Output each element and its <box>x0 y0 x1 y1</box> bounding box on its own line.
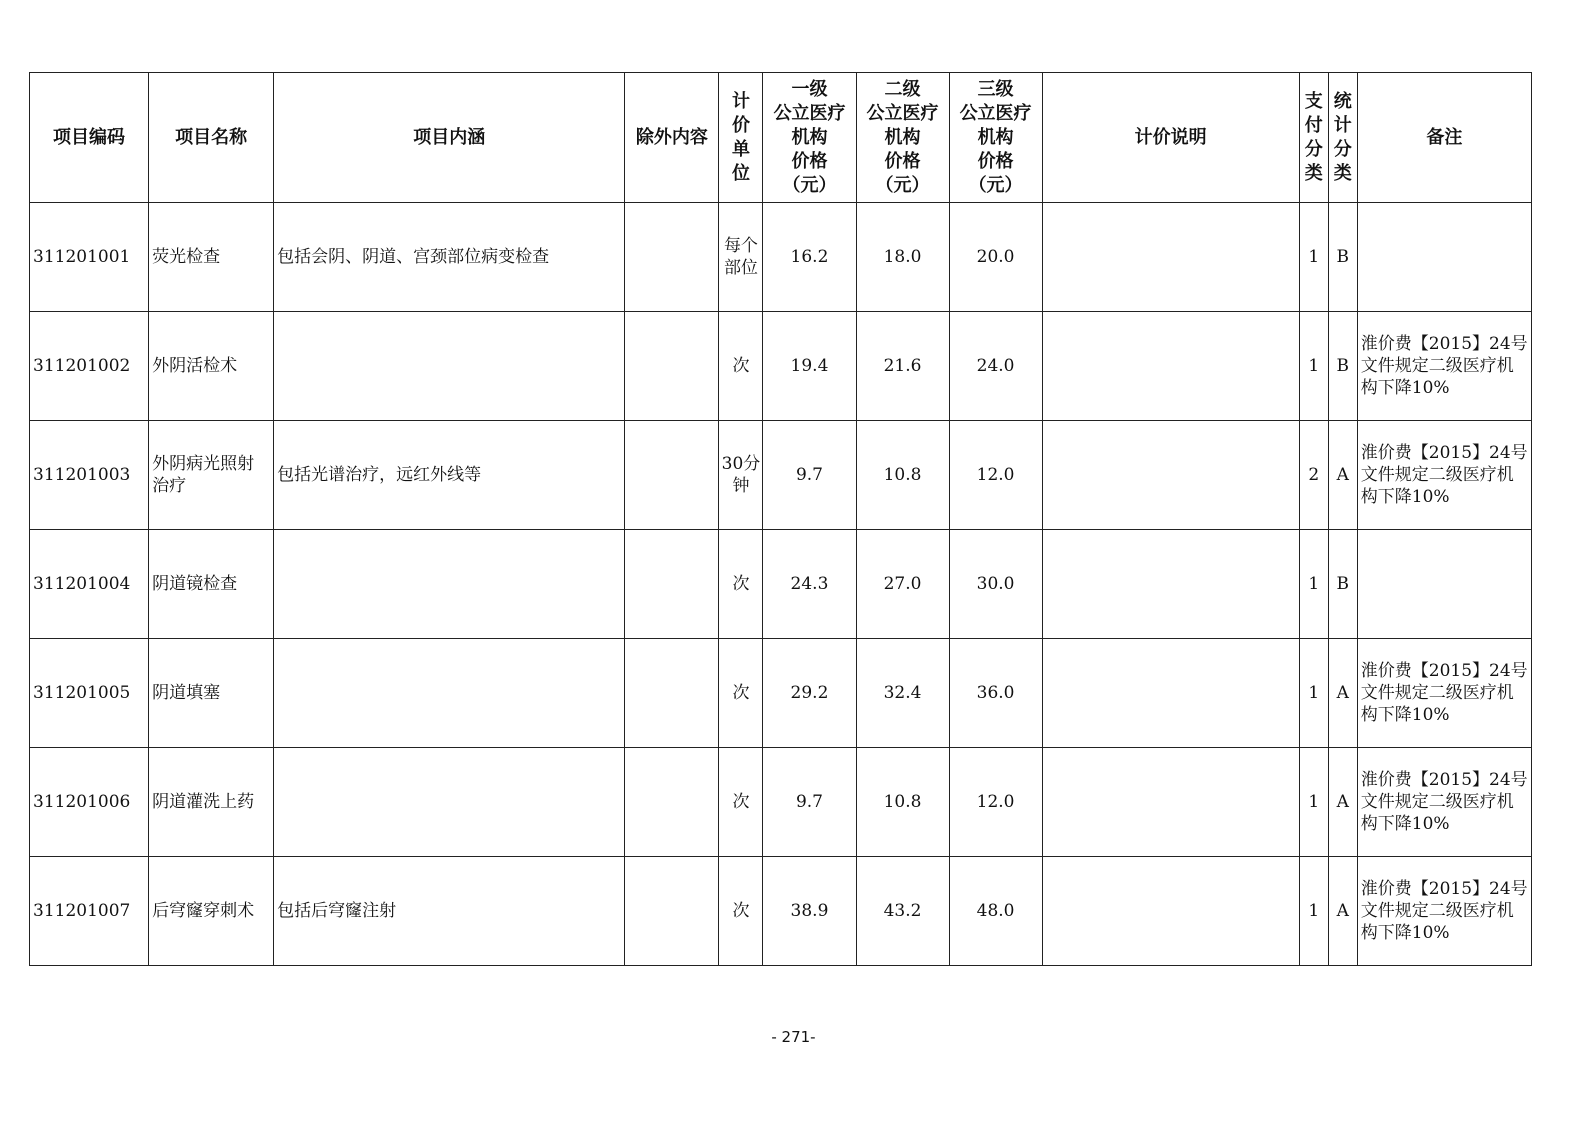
table-body <box>30 203 1532 966</box>
cell-name: 阴道灌洗上药 <box>149 748 274 857</box>
cell-remarks: 淮价费【2015】24号文件规定二级医疗机构下降10% <box>1357 312 1531 421</box>
cell-payment-category: 1 <box>1299 203 1328 312</box>
cell-code: 311201007 <box>30 857 149 966</box>
cell-exclusions <box>625 639 719 748</box>
cell-price-level3: 24.0 <box>949 312 1042 421</box>
cell-content: 包括后穹窿注射 <box>274 857 625 966</box>
cell-unit: 次 <box>719 748 763 857</box>
header-pricing-note: 计价说明 <box>1042 73 1299 203</box>
cell-payment-category: 1 <box>1299 639 1328 748</box>
page-number: - 271- <box>771 1028 816 1046</box>
cell-price-level2: 43.2 <box>856 857 949 966</box>
cell-price-level2: 32.4 <box>856 639 949 748</box>
cell-pricing-note <box>1042 530 1299 639</box>
cell-statistics-category: A <box>1328 639 1357 748</box>
cell-unit: 次 <box>719 857 763 966</box>
header-name: 项目名称 <box>149 73 274 203</box>
cell-price-level1: 29.2 <box>763 639 856 748</box>
table-header <box>30 73 1532 203</box>
cell-name: 后穹窿穿刺术 <box>149 857 274 966</box>
cell-statistics-category: B <box>1328 203 1357 312</box>
cell-statistics-category: A <box>1328 421 1357 530</box>
cell-content: 包括会阴、阴道、宫颈部位病变检查 <box>274 203 625 312</box>
cell-payment-category: 1 <box>1299 748 1328 857</box>
cell-exclusions <box>625 312 719 421</box>
header-statistics-category: 统 计 分 类 <box>1328 73 1357 203</box>
cell-remarks <box>1357 530 1531 639</box>
cell-unit: 每个 部位 <box>719 203 763 312</box>
header-remarks: 备注 <box>1357 73 1531 203</box>
cell-statistics-category: B <box>1328 530 1357 639</box>
header-row <box>30 73 1532 203</box>
cell-exclusions <box>625 530 719 639</box>
cell-price-level1: 24.3 <box>763 530 856 639</box>
cell-code: 311201001 <box>30 203 149 312</box>
header-price-level2: 二级 公立医疗 机构 价格 （元） <box>856 73 949 203</box>
cell-price-level3: 20.0 <box>949 203 1042 312</box>
cell-payment-category: 2 <box>1299 421 1328 530</box>
cell-price-level2: 10.8 <box>856 748 949 857</box>
cell-price-level2: 10.8 <box>856 421 949 530</box>
fee-schedule-table <box>29 72 1532 966</box>
cell-price-level2: 27.0 <box>856 530 949 639</box>
cell-name: 外阴病光照射治疗 <box>149 421 274 530</box>
cell-code: 311201002 <box>30 312 149 421</box>
cell-payment-category: 1 <box>1299 857 1328 966</box>
cell-content <box>274 312 625 421</box>
table-row <box>30 421 1532 530</box>
cell-name: 荧光检查 <box>149 203 274 312</box>
cell-remarks: 淮价费【2015】24号文件规定二级医疗机构下降10% <box>1357 748 1531 857</box>
header-code: 项目编码 <box>30 73 149 203</box>
cell-price-level1: 16.2 <box>763 203 856 312</box>
cell-statistics-category: A <box>1328 857 1357 966</box>
table-row <box>30 203 1532 312</box>
header-price-level1: 一级 公立医疗 机构 价格 （元） <box>763 73 856 203</box>
cell-unit: 次 <box>719 312 763 421</box>
table-row <box>30 857 1532 966</box>
cell-price-level3: 36.0 <box>949 639 1042 748</box>
cell-price-level3: 30.0 <box>949 530 1042 639</box>
table-row <box>30 530 1532 639</box>
cell-payment-category: 1 <box>1299 312 1328 421</box>
cell-price-level3: 12.0 <box>949 748 1042 857</box>
header-price-level3: 三级 公立医疗 机构 价格 （元） <box>949 73 1042 203</box>
header-payment-category: 支 付 分 类 <box>1299 73 1328 203</box>
cell-price-level2: 18.0 <box>856 203 949 312</box>
cell-unit: 30分 钟 <box>719 421 763 530</box>
cell-content <box>274 639 625 748</box>
cell-price-level1: 9.7 <box>763 748 856 857</box>
cell-remarks: 淮价费【2015】24号文件规定二级医疗机构下降10% <box>1357 421 1531 530</box>
cell-pricing-note <box>1042 312 1299 421</box>
cell-remarks: 淮价费【2015】24号文件规定二级医疗机构下降10% <box>1357 857 1531 966</box>
cell-price-level2: 21.6 <box>856 312 949 421</box>
cell-exclusions <box>625 857 719 966</box>
cell-pricing-note <box>1042 421 1299 530</box>
cell-statistics-category: A <box>1328 748 1357 857</box>
cell-content <box>274 748 625 857</box>
cell-price-level3: 12.0 <box>949 421 1042 530</box>
cell-price-level1: 9.7 <box>763 421 856 530</box>
cell-exclusions <box>625 203 719 312</box>
cell-code: 311201003 <box>30 421 149 530</box>
cell-code: 311201004 <box>30 530 149 639</box>
cell-pricing-note <box>1042 203 1299 312</box>
table-row <box>30 312 1532 421</box>
cell-pricing-note <box>1042 748 1299 857</box>
cell-pricing-note <box>1042 639 1299 748</box>
cell-price-level3: 48.0 <box>949 857 1042 966</box>
cell-exclusions <box>625 421 719 530</box>
header-content: 项目内涵 <box>274 73 625 203</box>
cell-content <box>274 530 625 639</box>
cell-name: 阴道填塞 <box>149 639 274 748</box>
cell-content: 包括光谱治疗，远红外线等 <box>274 421 625 530</box>
cell-pricing-note <box>1042 857 1299 966</box>
table-row <box>30 639 1532 748</box>
cell-unit: 次 <box>719 639 763 748</box>
header-exclusions: 除外内容 <box>625 73 719 203</box>
cell-statistics-category: B <box>1328 312 1357 421</box>
cell-name: 外阴活检术 <box>149 312 274 421</box>
cell-remarks <box>1357 203 1531 312</box>
cell-code: 311201005 <box>30 639 149 748</box>
cell-price-level1: 19.4 <box>763 312 856 421</box>
cell-price-level1: 38.9 <box>763 857 856 966</box>
cell-unit: 次 <box>719 530 763 639</box>
cell-exclusions <box>625 748 719 857</box>
cell-payment-category: 1 <box>1299 530 1328 639</box>
cell-remarks: 淮价费【2015】24号文件规定二级医疗机构下降10% <box>1357 639 1531 748</box>
header-unit: 计 价 单 位 <box>719 73 763 203</box>
table-row <box>30 748 1532 857</box>
cell-code: 311201006 <box>30 748 149 857</box>
cell-name: 阴道镜检查 <box>149 530 274 639</box>
